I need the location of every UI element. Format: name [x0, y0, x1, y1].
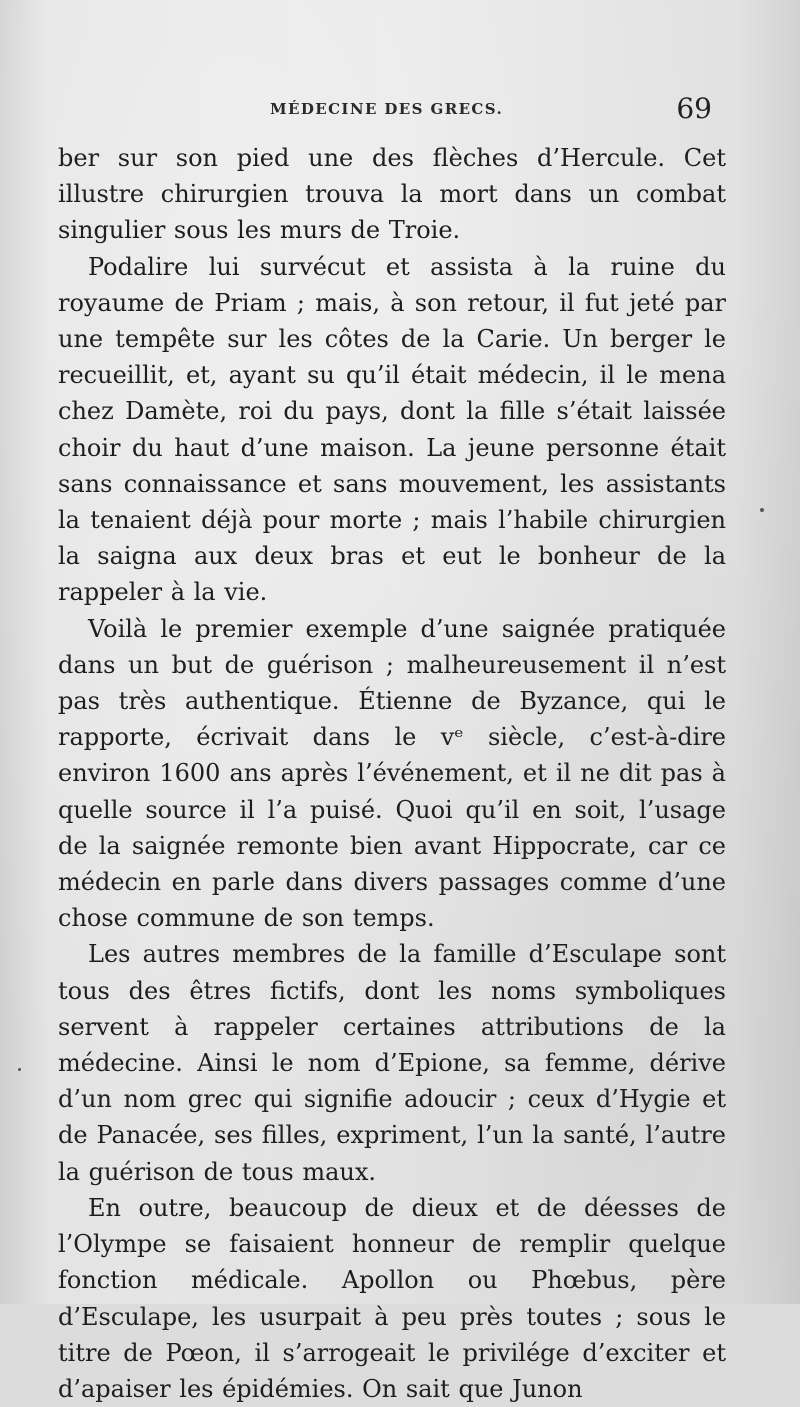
ink-speck	[760, 508, 764, 512]
paragraph-famille: Les autres membres de la famille d’Esculape sont tous des êtres fictifs, dont les noms symboliques servent à rappeler certaines attributions de la médecine. Ainsi le nom d’Epione, sa femme, dérive d’un nom grec qui signifie adoucir ; ceux d’Hygie et de Panacée, ses filles, expriment, l’un la santé, l’autre la guérison de tous maux.	[58, 940, 726, 1186]
paragraph-saignee: Voilà le premier exemple d’une saignée pratiquée dans un but de guérison ; malheureusement il n’est pas très authentique. Étienne de Byzance, qui le rapporte, écrivait dans le vᵉ siècle, c’est-à-dire environ 1600 ans après l’événement, et il ne dit pas à quelle source il l’a puisé. Quoi qu’il en soit, l’usage de la saignée remonte bien avant Hippocrate, car ce médecin en parle dans divers passages comme d’une chose commune de son temps.	[58, 614, 726, 933]
paragraph-podalire: Podalire lui survécut et assista à la ruine du royaume de Priam ; mais, à son retour, il fut jeté par une tempête sur les côtes de la Carie. Un berger le recueillit, et, ayant su qu’il était médecin, il le mena chez Damète, roi du pays, dont la fille s’était laissée choir du haut d’une maison. La jeune personne était sans connaissance et sans mouvement, les assistants la tenaient déjà pour morte ; mais l’habile chirurgien la saigna aux deux bras et eut le bonheur de la rappeler à la vie.	[58, 252, 726, 607]
body-text	[58, 140, 726, 1407]
running-head: MÉDECINE DES GRECS.	[270, 100, 504, 118]
page-number: 69	[676, 92, 712, 125]
paragraph-continued: ber sur son pied une des flèches d’Hercule. Cet illustre chirurgien trouva la mort dans un combat singulier sous les murs de Troie.	[58, 144, 726, 245]
ink-speck	[18, 1068, 21, 1071]
paragraph-olympe: En outre, beaucoup de dieux et de déesses de l’Olympe se faisaient honneur de remplir quelque fonction médicale. Apollon ou Phœbus, père d’Esculape, les usurpait à peu près toutes ; sous le titre de Pœon, il s’arrogeait le privilége d’exciter et d’apaiser les épidémies. On sait que Junon	[58, 1193, 726, 1403]
